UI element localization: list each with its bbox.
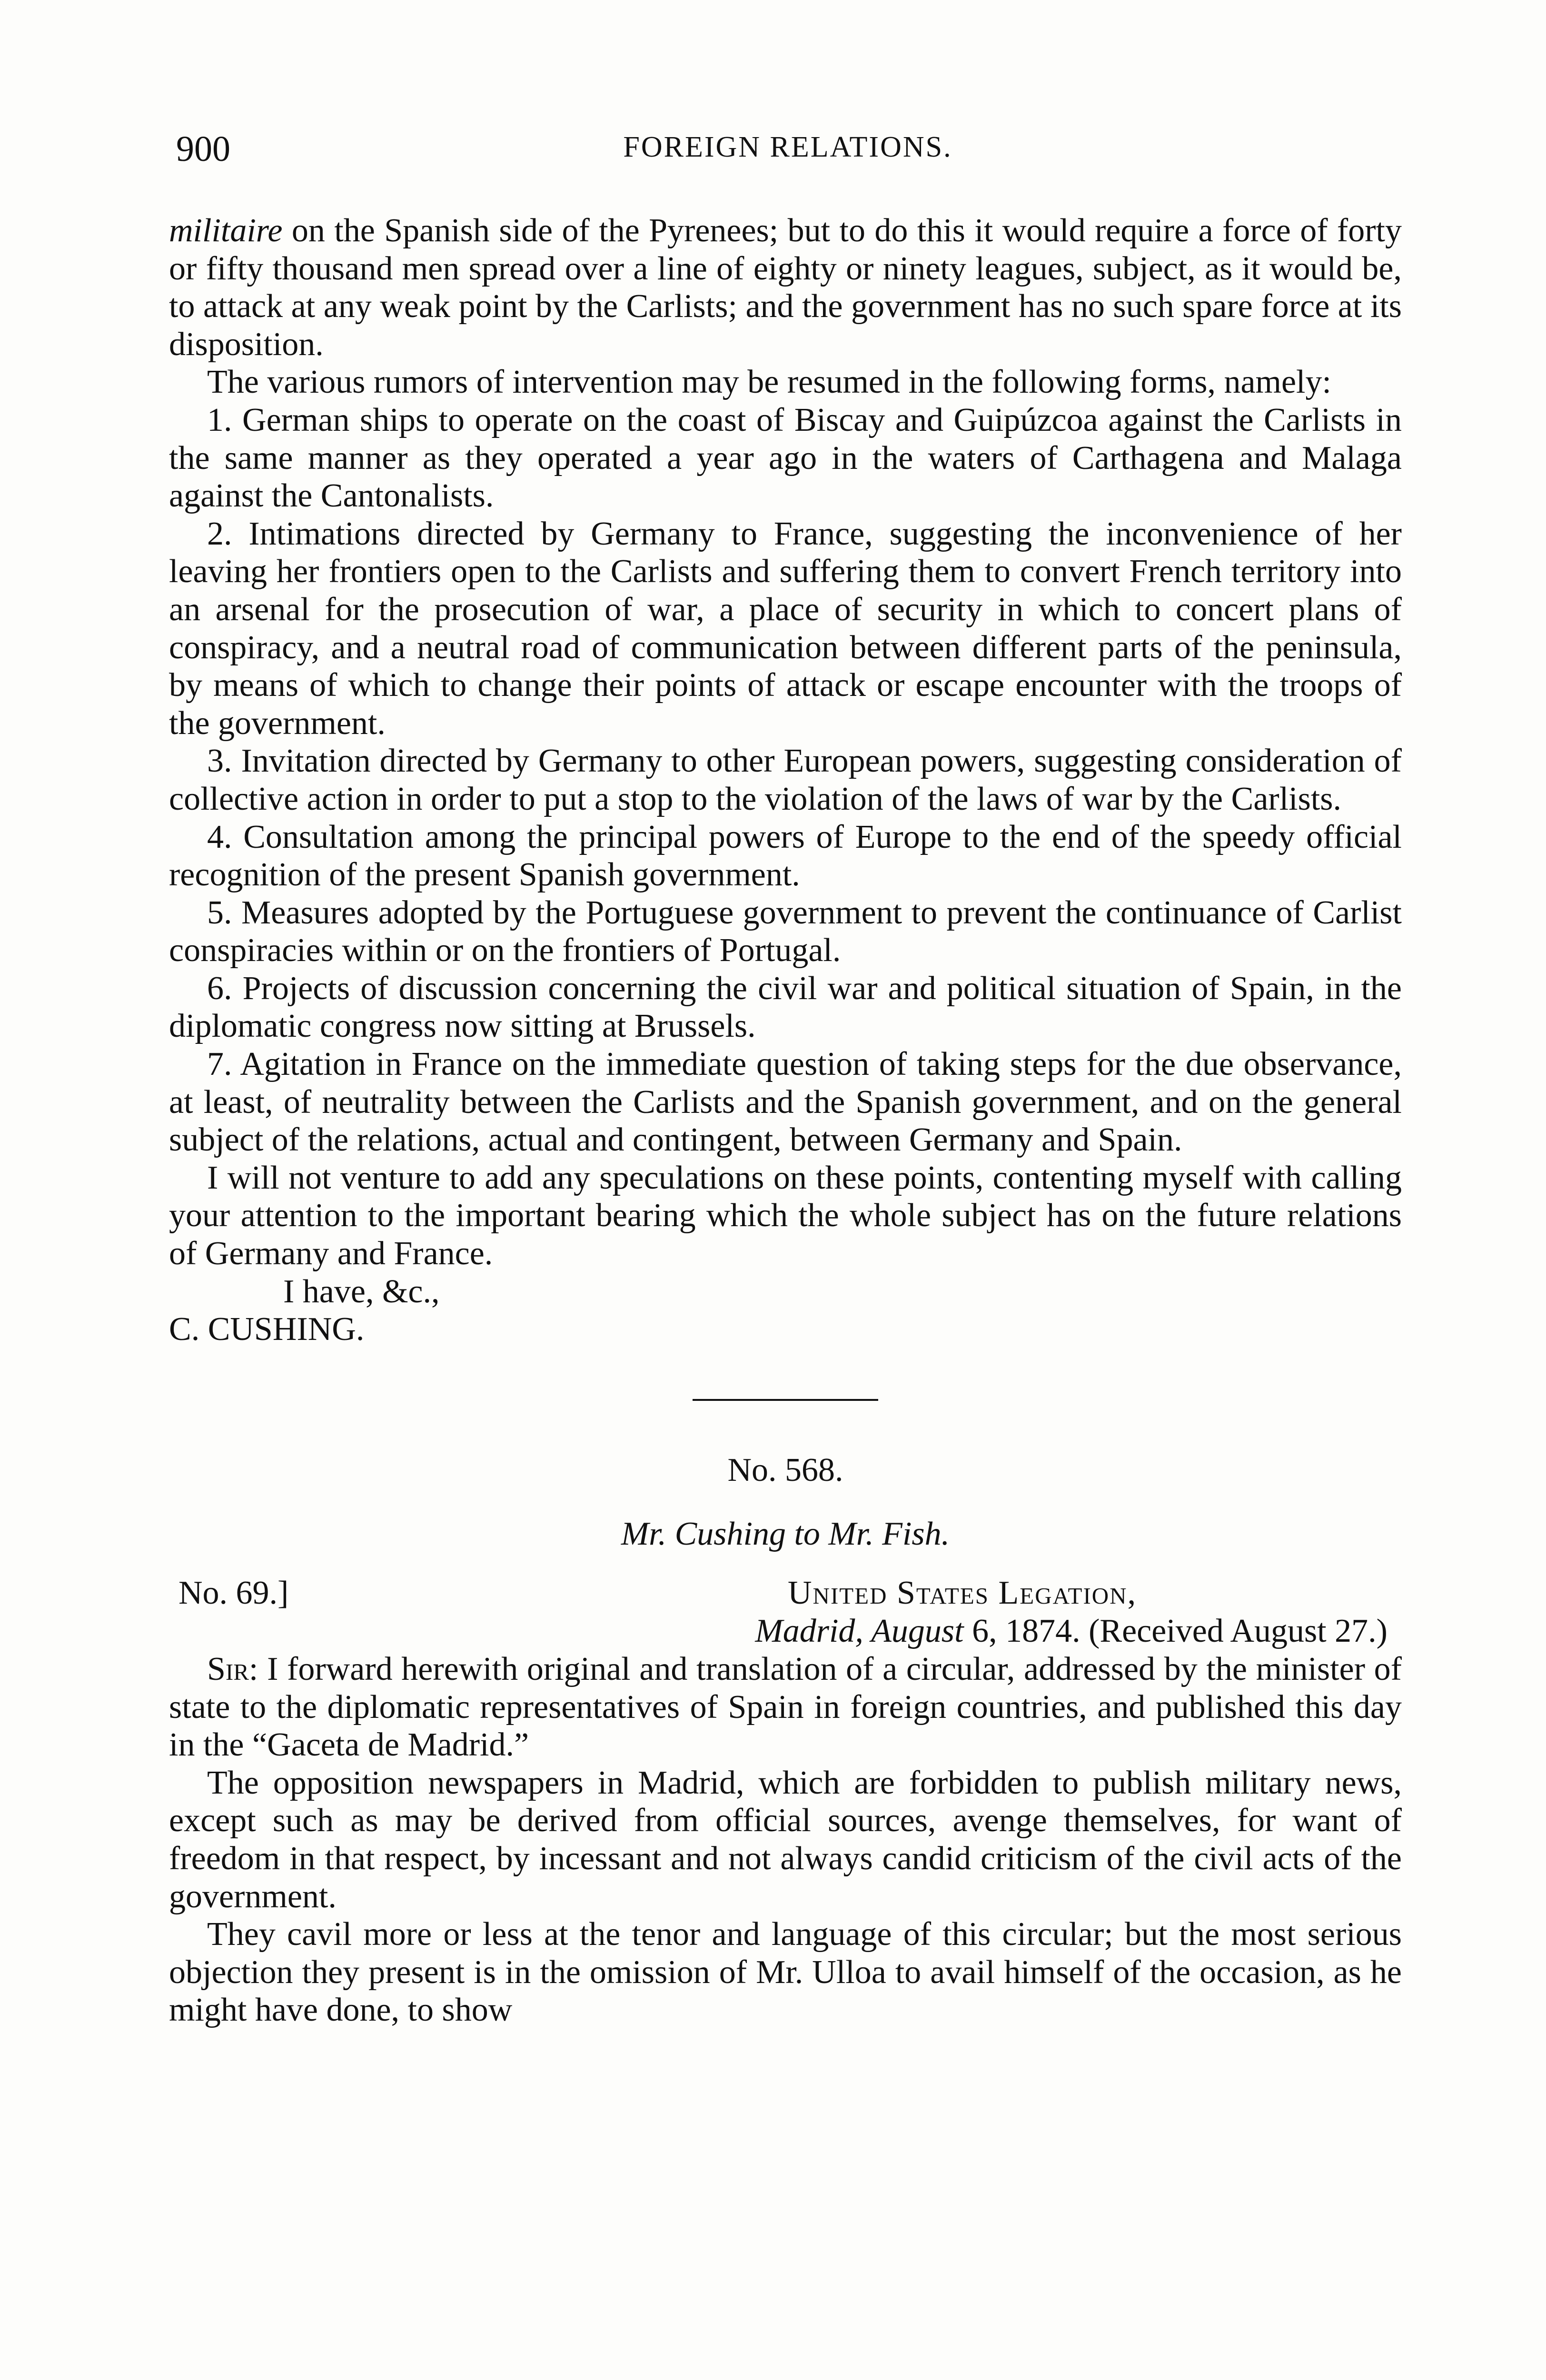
list-item: 3. Invitation directed by Germany to other European powers, suggesting consideration of collective action in order to put a stop to the violation of the laws of war by the Carlists. [169, 743, 1402, 817]
signature: C. CUSHING. [169, 1311, 365, 1348]
list-item: 2. Intimations directed by Germany to France, suggesting the inconvenience of her leaving her frontiers open to the Carlists and suffering them to convert French territory into an arsenal for the prosecution of war, a place of security in which to concert plans of conspiracy, and a neutral road of communication between different parts of the peninsula, by means of which to change their points of attack or escape encounter with the troops of the government. [169, 515, 1402, 742]
paragraph: They cavil more or less at the tenor and language of this circular; but the most serious objection they present is in the omission of Mr. Ulloa to avail himself of the occasion, as he might have done, to show [169, 1916, 1402, 2029]
salutation: Sir: [207, 1651, 258, 1687]
first-paragraph-text: I forward herewith original and translation of a circular, addressed by the minister of state to the diplomatic representatives of Spain in foreign countries, and published this day in the “Gaceta de Madrid.” [169, 1651, 1402, 1764]
page-number: 900 [176, 129, 230, 169]
salutation-paragraph [169, 1650, 1402, 1764]
document-title: Mr. Cushing to Mr. Fish. [621, 1516, 950, 1553]
document-number: No. 568. [727, 1451, 843, 1488]
list-item: 5. Measures adopted by the Portuguese government to prevent the continuance of Carlist conspiracies within or on the frontiers of Portugal. [169, 894, 1402, 969]
list-item: 1. German ships to operate on the coast of Biscay and Guipúzcoa against the Carlists in the same manner as they operated a year ago in the waters of Carthagena and Malaga against the Cantonalists. [169, 401, 1402, 515]
rumors-intro: The various rumors of intervention may be resumed in the following forms, namely: [207, 364, 1331, 401]
dateline-place: Madrid, August [755, 1613, 964, 1649]
paragraph: The opposition newspapers in Madrid, which are forbidden to publish military news, except such as may be derived from official sources, avenge themselves, for want of freedom in that respect, by incessant and not always candid criticism of the civil acts of the government. [169, 1764, 1402, 1915]
dispatch-header [169, 1574, 1402, 1650]
list-item: 6. Projects of discussion concerning the civil war and political situation of Spain, in the diplomatic congress now sitting at Brussels. [169, 970, 1402, 1045]
opening-italic-word: militaire [169, 212, 283, 249]
opening-rest: on the Spanish side of the Pyrenees; but to do this it would require a force of forty or fifty thousand men spread over a line of eighty or ninety leagues, subject, as it would be, to attack at any weak point by the Carlists; and the government has no such spare force at its disposition. [169, 212, 1402, 363]
body-text [169, 212, 1402, 2029]
list-item: 4. Consultation among the principal powers of Europe to the end of the speedy official recognition of the present Spanish government. [169, 818, 1402, 893]
running-head: FOREIGN RELATIONS. [623, 131, 952, 163]
dispatch-number: No. 69.] [178, 1575, 289, 1611]
opening-paragraph [169, 212, 1402, 363]
section-divider [693, 1399, 878, 1401]
complimentary-close: I have, &c., [283, 1273, 440, 1310]
closing-paragraph: I will not venture to add any speculations on these points, contenting myself with calling your attention to the important bearing which the whole subject has on the future relations of Germany and France. [169, 1159, 1402, 1272]
dateline-date: 6, 1874. (Received August 27.) [963, 1613, 1387, 1649]
legation-name: United States Legation, [788, 1575, 1137, 1611]
dateline [755, 1612, 1387, 1650]
list-item: 7. Agitation in France on the immediate question of taking steps for the due observance, at least, of neutrality between the Carlists and the Spanish government, and on the general subject of the relations, actual and contingent, between Germany and Spain. [169, 1046, 1402, 1159]
page-header [176, 129, 1399, 176]
